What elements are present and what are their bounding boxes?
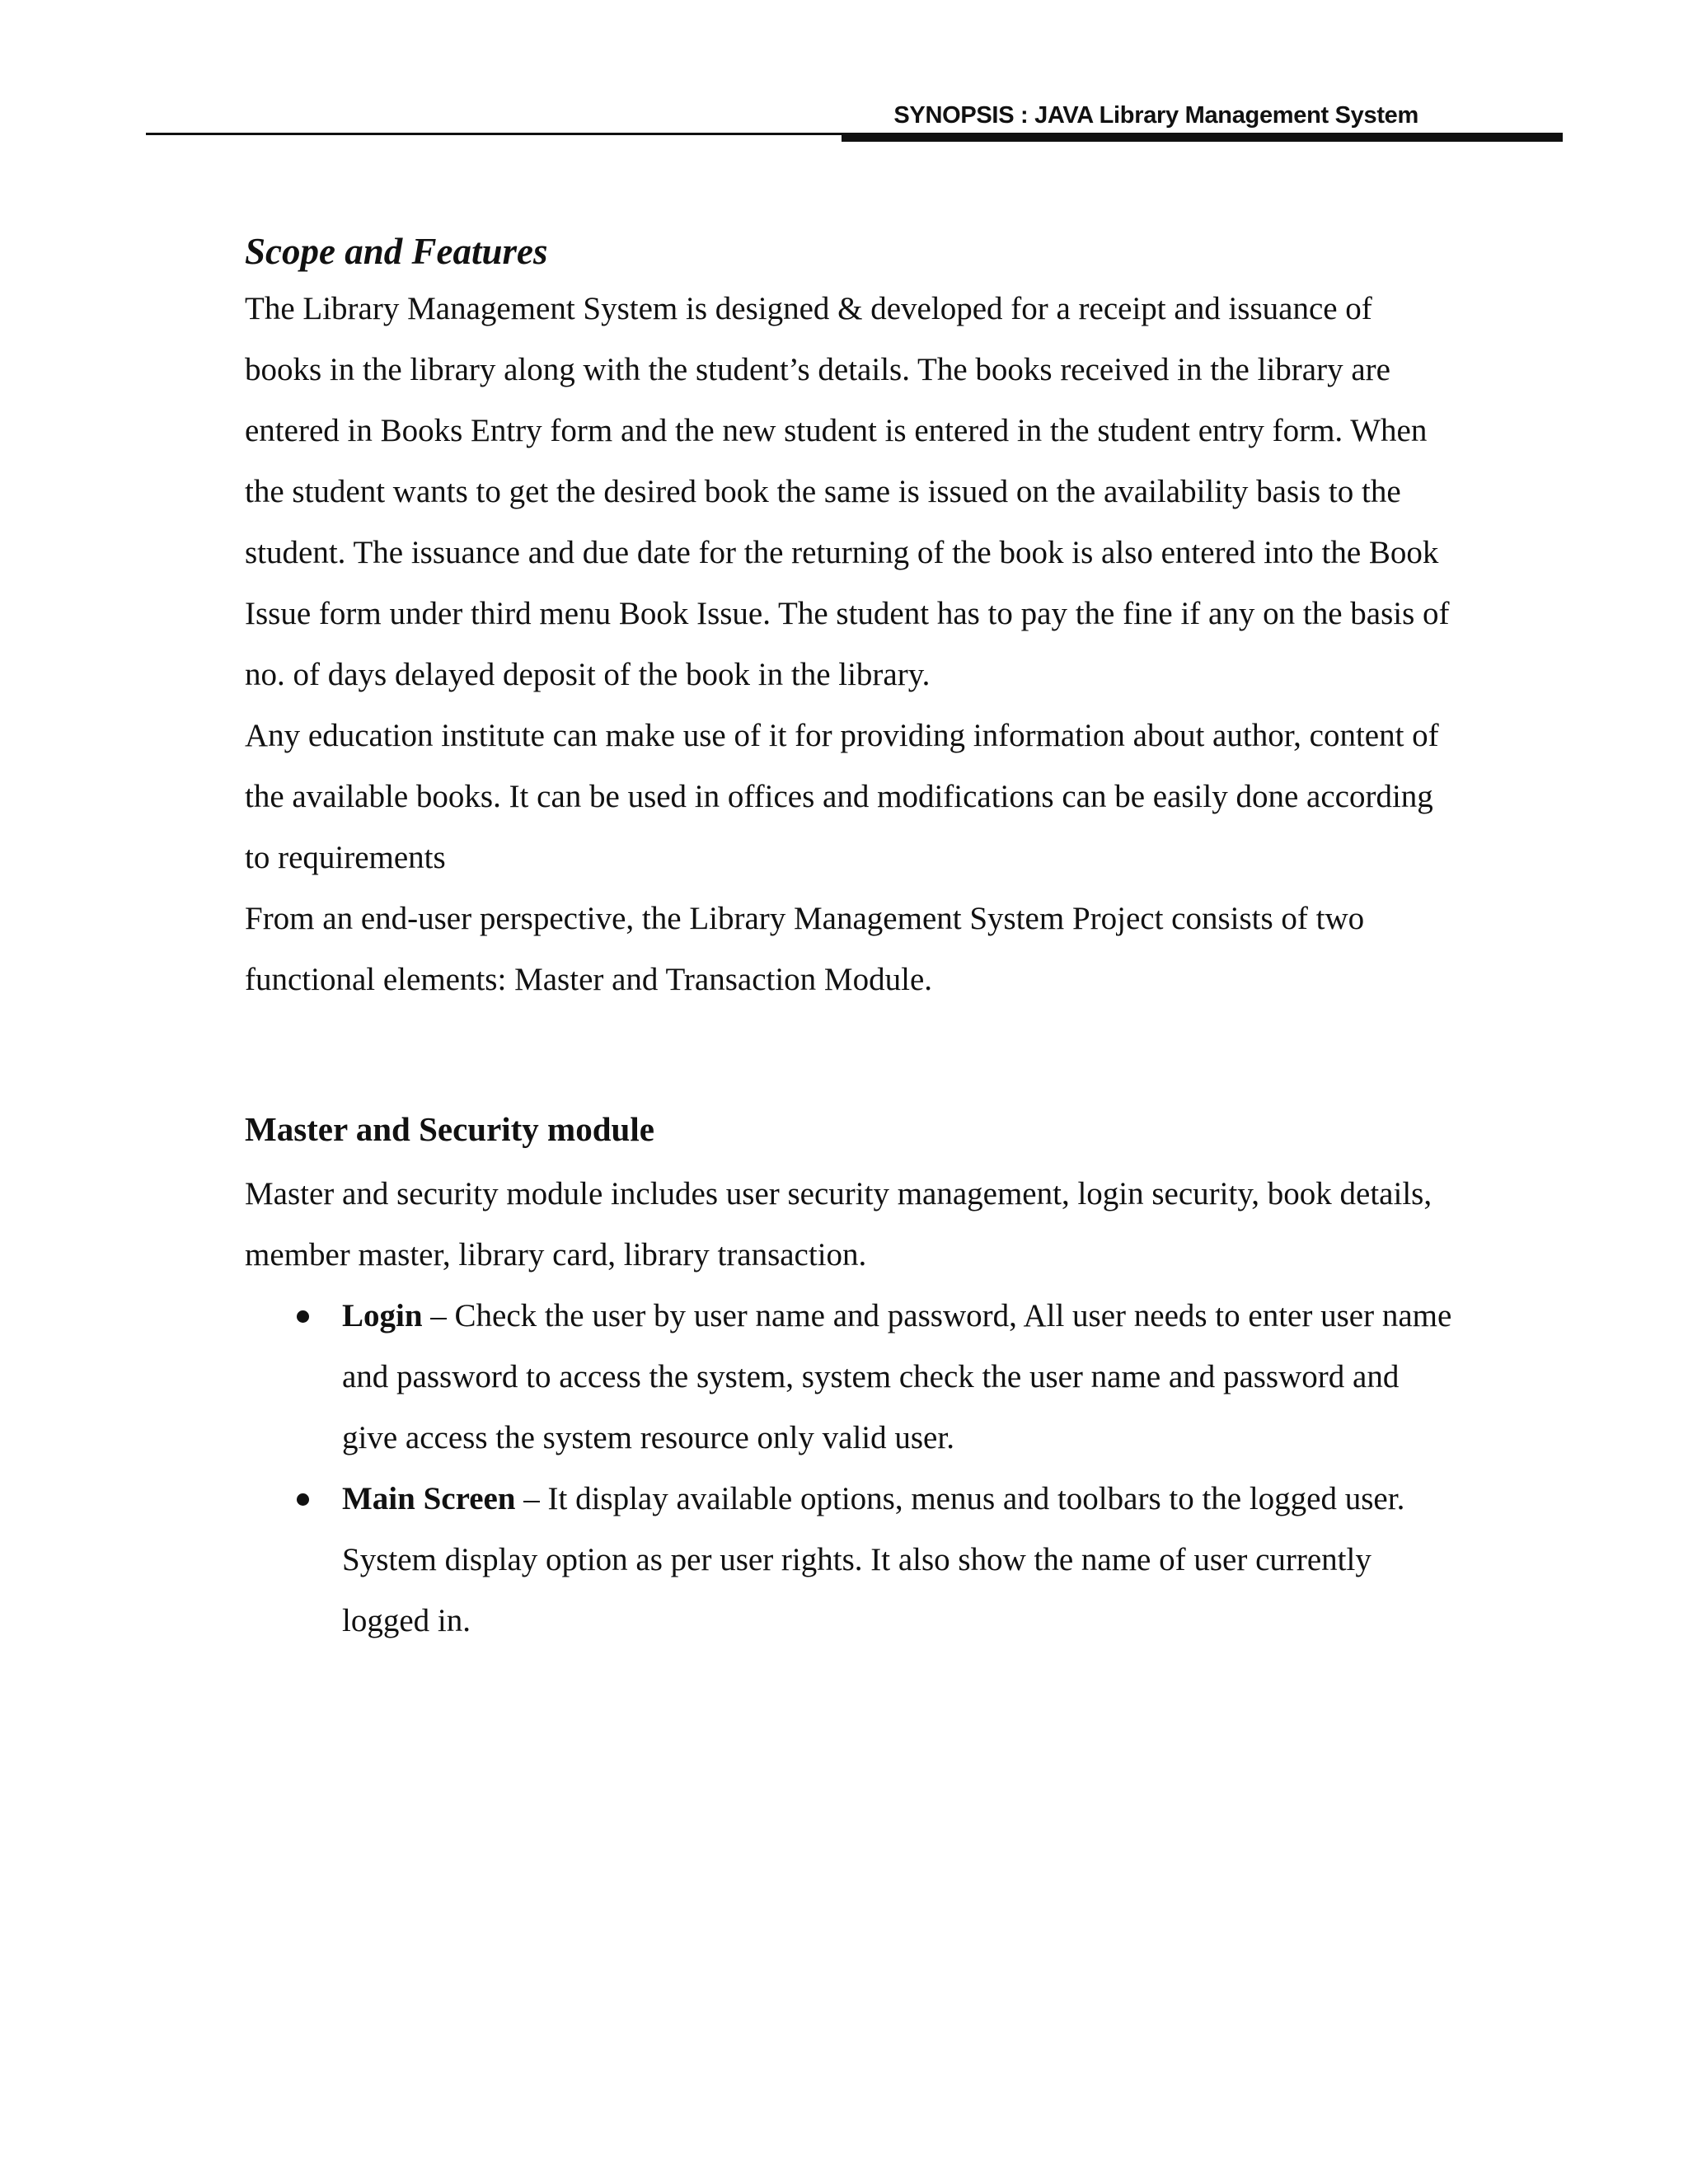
scope-paragraph-3: From an end-user perspective, the Library Management System Project consists of two functional elements: Master and Transaction Module. [245,901,1365,997]
scope-paragraph-1: The Library Management System is designed & developed for a receipt and issuance of books in the library along with the student’s details. The books received in the library are entered in Books Entry form and the new student is entered in the student entry form. When the student wants to get the desired book the same is issued on the availability basis to the student. The issuance and due date for the returning of the book is also entered into the Book Issue form under third menu Book Issue. The student has to pay the fine if any on the basis of no. of days delayed deposit of the book in the library. [245,291,1450,692]
list-item-text: – It display available options, menus and toolbars to the logged user. System display option as per user rights. It also show the name of user currently logged in. [342,1481,1405,1638]
list-item-login [245,1286,1456,1469]
scope-heading: Scope and Features [245,231,548,272]
list-item-text: – Check the user by user name and password, All user needs to enter user name and password to access the system, system check the user name and password and give access the system resource only valid user. [342,1298,1452,1455]
page-body [245,224,1456,1652]
master-intro: Master and security module includes user security management, login security, book details, member master, library card, library transaction. [245,1176,1432,1272]
list-item-main-screen [245,1469,1456,1652]
scope-paragraph-2: Any education institute can make use of it for providing information about author, content of the available books. It can be used in offices and modifications can be easily done according to requirements [245,718,1439,875]
bullet-icon [297,1310,309,1323]
running-header-title: SYNOPSIS : JAVA Library Management System [893,102,1418,129]
list-item-term: Main Screen [342,1481,516,1516]
header-rule-thick [842,133,1563,142]
master-feature-list [245,1286,1456,1652]
list-item-term: Login [342,1298,423,1333]
master-heading: Master and Security module [245,1110,654,1148]
header-rule-thin [146,133,842,135]
bullet-icon [297,1493,309,1506]
section-spacer [245,1010,1456,1103]
